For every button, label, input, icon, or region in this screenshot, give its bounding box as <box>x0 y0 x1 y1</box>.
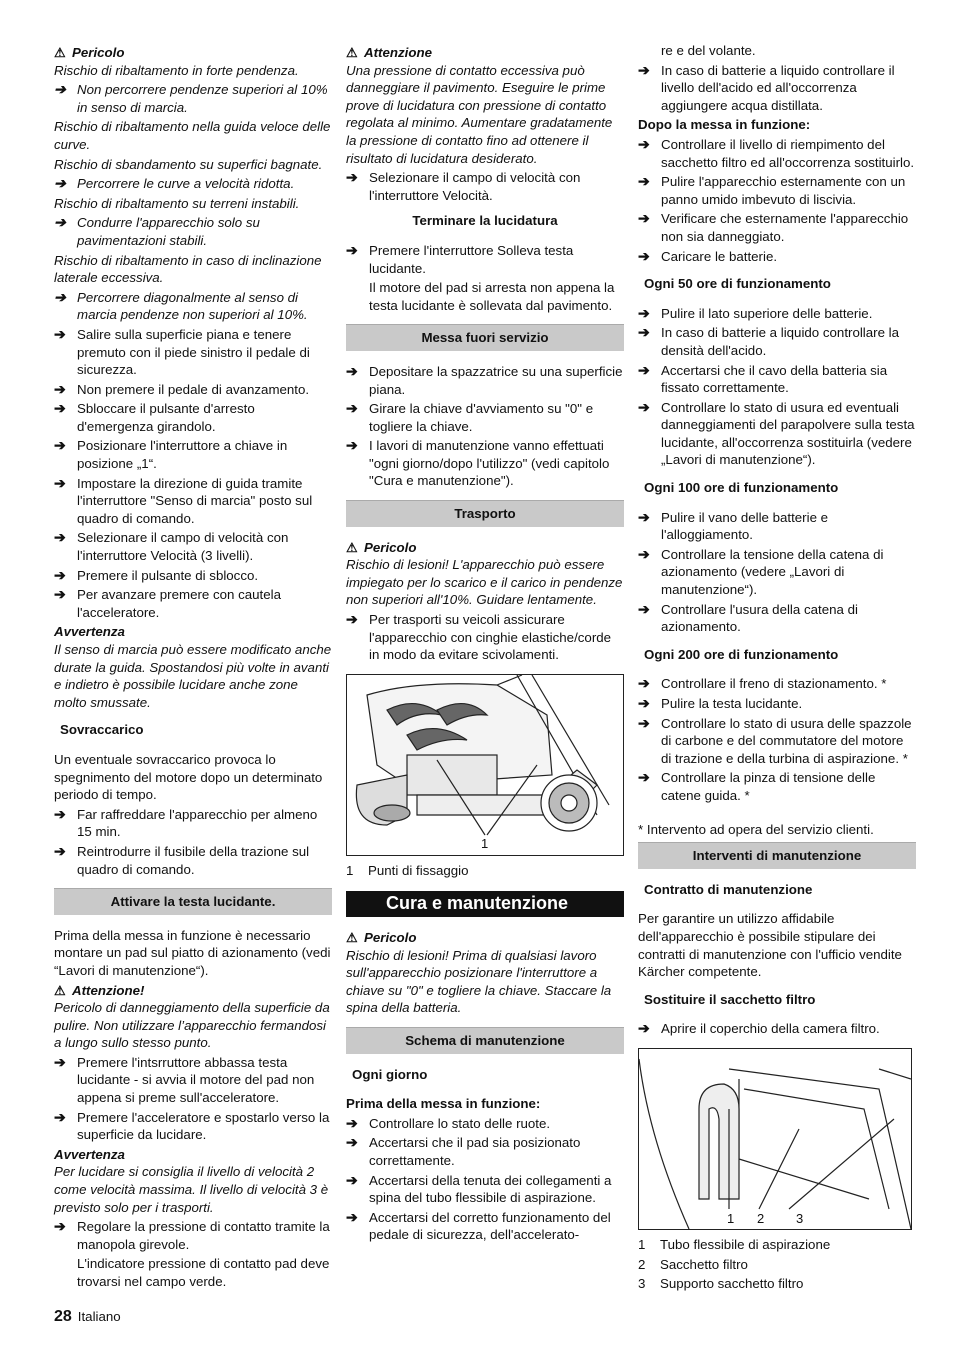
warning-title: Attenzione <box>364 45 432 60</box>
list-item: ➔ Controllare il freno di stazionamento. * <box>638 675 887 692</box>
list-item: ➔ Premere l'interruttore Solleva testa lucidante. <box>346 241 574 276</box>
list-item: ➔ Pulire l'apparecchio esternamente con un panno umido imbevuto di liscivia. <box>638 173 906 207</box>
section-bar: Attivare la testa lucidante. <box>54 888 332 915</box>
arrow-icon: ➔ <box>54 81 66 98</box>
arrow-icon: ➔ <box>346 1171 358 1188</box>
arrow-icon: ➔ <box>54 214 66 231</box>
warning-title: Pericolo <box>364 930 417 945</box>
list-item: ➔ Accertarsi che il pad sia posizionato correttamente. <box>346 1134 581 1168</box>
list-item: ➔ Premere il pulsante di sblocco. <box>54 566 259 583</box>
paragraph: Un eventuale sovraccarico provoca lo spegnimento del motore dopo un determinato periodo di tempo. <box>54 751 323 803</box>
list-item: ➔ Premere l'acceleratore e spostarlo verso la superficie da lucidare. <box>54 1108 330 1143</box>
column-1 <box>54 42 332 1293</box>
language-label: Italiano <box>77 1309 121 1324</box>
arrow-icon: ➔ <box>54 842 66 859</box>
list-item: ➔ Depositare la spazzatrice su una superficie piana. <box>346 362 623 397</box>
arrow-icon: ➔ <box>346 241 358 258</box>
section-subtitle: Sovraccarico <box>60 722 144 738</box>
section-subtitle: Contratto di manutenzione <box>644 881 813 897</box>
caption-number: 3 <box>638 1276 646 1292</box>
section-subtitle: Terminare la lucidatura <box>412 213 558 229</box>
list-item: ➔ Pulire la testa lucidante. <box>638 695 803 711</box>
warning-icon: ⚠ <box>54 982 66 998</box>
arrow-icon: ➔ <box>638 324 650 341</box>
indented-text: Il motore del pad si arresta non appena la testa lucidante è sollevata dal pavimento. <box>369 280 615 313</box>
list-item: ➔ Non premere il pedale di avanzamento. <box>54 380 310 397</box>
list-item: ➔ Pulire il vano delle batterie e l'alloggiamento. <box>638 508 829 543</box>
indented-text: re e del volante. <box>661 43 756 58</box>
figure-label: 1 <box>481 835 489 851</box>
note-text: Per lucidare si consiglia il livello di velocità 2 come velocità massima. Il livello di velocità 3 è previsto solo per i trasporti. <box>54 1164 329 1215</box>
chapter-title: Cura e manutenzione <box>346 891 624 917</box>
list-item: ➔ Pulire il lato superiore delle batterie. <box>638 304 873 321</box>
warning-text: Rischio di ribaltamento nella guida veloce delle curve. <box>54 119 331 152</box>
section-subtitle: Ogni 50 ore di funzionamento <box>644 276 831 292</box>
warning-text: Rischio di lesioni! L'apparecchio può essere impiegato per lo scarico e il carico in pendenze non superiori all'10%. Guidare lentamente. <box>346 557 623 608</box>
arrow-icon: ➔ <box>54 1108 66 1125</box>
list-item: ➔ Verificare che esternamente l'apparecchio non sia danneggiato. <box>638 210 909 244</box>
warning-text: Rischio di sbandamento su superfici bagnate. <box>54 156 323 172</box>
column-2 <box>346 42 624 1246</box>
list-item: ➔ Sbloccare il pulsante d'arresto d'emergenza girandolo. <box>54 400 255 434</box>
arrow-icon: ➔ <box>638 714 650 731</box>
arrow-icon: ➔ <box>638 695 650 711</box>
section-bar: Messa fuori servizio <box>346 324 624 351</box>
list-item: ➔ Premere l'intsrruttore abbassa testa lucidante - si avvia il motore del pad non appena si preme sull'acceleratore. <box>54 1053 315 1106</box>
arrow-icon: ➔ <box>638 600 650 617</box>
caption-number: 1 <box>346 862 354 878</box>
list-item: ➔ Controllare il livello di riempimento del sacchetto filtro ed all'occorrenza sostituirlo. <box>638 135 915 170</box>
section-subtitle: Prima della messa in funzione: <box>346 1096 541 1112</box>
warning-heading <box>346 44 624 62</box>
arrow-icon: ➔ <box>638 247 650 264</box>
list-item: ➔ Per trasporti su veicoli assicurare l'apparecchio con cinghie elastiche/corde in modo da evitare scivolamenti. <box>346 611 612 663</box>
warning-heading <box>54 44 332 62</box>
arrow-icon: ➔ <box>346 169 358 186</box>
figure-caption <box>638 1275 916 1293</box>
arrow-icon: ➔ <box>54 380 66 397</box>
arrow-icon: ➔ <box>54 1053 66 1070</box>
warning-text: Rischio di ribaltamento in caso di inclinazione laterale eccessiva. <box>54 252 322 286</box>
section-subtitle: Dopo la messa in funzione: <box>638 117 811 133</box>
arrow-icon: ➔ <box>54 325 66 342</box>
paragraph: Prima della messa in funzione è necessario montare un pad sul piatto di azionamento (vedi “Lavori di manutenzione“). <box>54 927 331 978</box>
list-item: ➔ Controllare lo stato di usura delle spazzole di carbone e del commutatore del motore di trazione e della turbina di aspirazione. * <box>638 714 912 766</box>
note-title: Avvertenza <box>54 624 125 640</box>
list-item: ➔ Controllare la tensione della catena di azionamento (vedere „Lavori di manutenzione“). <box>638 545 884 598</box>
page-number: 28 <box>54 1308 72 1325</box>
warning-icon: ⚠ <box>346 45 358 60</box>
list-item: ➔ Reintrodurre il fusibile della trazione sul quadro di comando. <box>54 842 310 877</box>
figure-filter <box>638 1048 912 1230</box>
arrow-icon: ➔ <box>638 508 650 525</box>
arrow-icon: ➔ <box>54 805 66 822</box>
warning-icon: ⚠ <box>346 930 358 945</box>
warning-icon: ⚠ <box>54 45 66 60</box>
warning-title: Attenzione! <box>72 982 145 998</box>
section-subtitle: Ogni giorno <box>352 1066 428 1082</box>
arrow-icon: ➔ <box>638 210 650 227</box>
list-item: ➔ Accertarsi della tenuta dei collegamenti a spina del tubo flessibile di aspirazione. <box>346 1171 612 1206</box>
caption-text: Supporto sacchetto filtro <box>660 1276 804 1292</box>
arrow-icon: ➔ <box>638 361 650 378</box>
warning-title: Pericolo <box>364 539 417 555</box>
figure-caption <box>346 862 624 880</box>
list-item: ➔ Accertarsi del corretto funzionamento del pedale di sicurezza, dell'accelerato- <box>346 1208 611 1243</box>
figure-transport <box>346 674 624 856</box>
warning-text: Una pressione di contatto eccessiva può danneggiare il pavimento. Eseguire le prime prove di lucidatura con pressione di contatto regolata al minimo. Aumentare gradatamente la pressione di contatto fino ad ottenere il risultato di lucidatura desiderato. <box>346 62 613 166</box>
list-item: ➔ Controllare l'usura della catena di azionamento. <box>638 600 858 635</box>
arrow-icon: ➔ <box>346 400 358 417</box>
section-subtitle: Ogni 200 ore di funzionamento <box>644 646 839 662</box>
list-item: ➔ Far raffreddare l'apparecchio per almeno 15 min. <box>54 805 318 840</box>
arrow-icon: ➔ <box>54 288 66 305</box>
arrow-icon: ➔ <box>638 61 650 78</box>
warning-text: Rischio di ribaltamento in forte pendenza. <box>54 62 299 78</box>
section-bar: Interventi di manutenzione <box>638 842 916 869</box>
caption-text: Tubo flessibile di aspirazione <box>660 1236 831 1252</box>
section-subtitle: Sostituire il sacchetto filtro <box>644 991 816 1007</box>
arrow-icon: ➔ <box>54 400 66 417</box>
arrow-icon: ➔ <box>638 1020 650 1037</box>
arrow-icon: ➔ <box>54 1218 66 1235</box>
warning-text: Rischio di lesioni! Prima di qualsiasi lavoro sull'apparecchio posizionare l'interruttore a chiave su "0" e togliere la chiave. Staccare la spina della batteria. <box>346 947 612 1016</box>
section-bar: Schema di manutenzione <box>346 1027 624 1054</box>
caption-number: 2 <box>638 1256 646 1272</box>
arrow-icon: ➔ <box>54 474 66 491</box>
list-item: ➔ Impostare la direzione di guida tramite l'interruttore "Senso di marcia" posto sul quadro di comando. <box>54 474 313 526</box>
arrow-icon: ➔ <box>54 586 66 603</box>
arrow-icon: ➔ <box>638 769 650 786</box>
arrow-icon: ➔ <box>346 611 358 628</box>
paragraph: Per garantire un utilizzo affidabile dell'apparecchio è possibile stipulare dei contratti di manutenzione con l'ufficio vendite Kärcher competente. <box>638 911 902 980</box>
arrow-icon: ➔ <box>346 1114 358 1131</box>
list-item: ➔ Controllare la pinza di tensione delle catene guida. * <box>638 769 876 803</box>
list-item: ➔ Percorrere diagonalmente al senso di marcia pendenze non superiori al 10%. <box>54 288 308 323</box>
list-item: ➔ Girare la chiave d'avviamento su "0" e togliere la chiave. <box>346 400 594 434</box>
warning-text: Pericolo di danneggiamento della superficie da pulire. Non utilizzare l’apparecchio fermandosi a lungo sullo stesso punto. <box>54 1000 330 1051</box>
figure-label: 3 <box>796 1210 804 1226</box>
list-item: ➔ Controllare lo stato di usura ed eventuali danneggiamenti del parapolvere sulla testa lucidante, all'occorrenza sostituirla (vedere „Lavori di manutenzione“). <box>638 398 915 468</box>
list-item: ➔ Aprire il coperchio della camera filtro. <box>638 1020 880 1037</box>
warning-heading <box>54 982 332 1000</box>
warning-text: Rischio di ribaltamento su terreni instabili. <box>54 195 300 211</box>
list-item: ➔ Non percorrere pendenze superiori al 10% in senso di marcia. <box>54 81 328 115</box>
caption-number: 1 <box>638 1236 646 1252</box>
warning-heading <box>346 929 624 947</box>
list-item: ➔ I lavori di manutenzione vanno effettuati "ogni giorno/dopo l'utilizzo" (vedi capitolo "Cura e manutenzione"). <box>346 437 610 489</box>
arrow-icon: ➔ <box>638 304 650 321</box>
arrow-icon: ➔ <box>638 675 650 692</box>
section-subtitle: Ogni 100 ore di funzionamento <box>644 480 839 496</box>
list-item: ➔ Caricare le batterie. <box>638 247 778 264</box>
list-item: ➔ Controllare lo stato delle ruote. <box>346 1114 551 1131</box>
arrow-icon: ➔ <box>54 529 66 546</box>
footnote: * Intervento ad opera del servizio clienti. <box>638 821 874 837</box>
arrow-icon: ➔ <box>54 175 66 192</box>
note-title: Avvertenza <box>54 1146 125 1162</box>
list-item: ➔ Selezionare il campo di velocità con l'interruttore Velocità. <box>346 169 581 203</box>
arrow-icon: ➔ <box>346 362 358 379</box>
list-item: ➔ Accertarsi che il cavo della batteria sia fissato correttamente. <box>638 361 888 396</box>
column-3 <box>638 42 916 1295</box>
arrow-icon: ➔ <box>346 1134 358 1151</box>
list-item: ➔ Salire sulla superficie piana e tenere premuto con il piede sinistro il pedale di sicurezza. <box>54 325 310 378</box>
list-item: ➔ In caso di batterie a liquido controllare il livello dell'acido ed all'occorrenza aggiungere acqua distillata. <box>638 61 895 113</box>
arrow-icon: ➔ <box>54 566 66 583</box>
arrow-icon: ➔ <box>346 437 358 454</box>
arrow-icon: ➔ <box>638 545 650 562</box>
figure-caption <box>638 1256 916 1274</box>
caption-text: Sacchetto filtro <box>660 1256 748 1272</box>
list-item: ➔ Condurre l'apparecchio solo su pavimentazioni stabili. <box>54 214 260 248</box>
arrow-icon: ➔ <box>638 173 650 190</box>
figure-caption <box>638 1236 916 1254</box>
list-item: ➔ In caso di batterie a liquido controllare la densità dell'acido. <box>638 324 900 358</box>
list-item: ➔ Selezionare il campo di velocità con l'interruttore Velocità (3 livelli). <box>54 529 289 564</box>
arrow-icon: ➔ <box>54 437 66 454</box>
note-text: Il senso di marcia può essere modificato anche durate la guida. Spostandosi più volte in avanti e indietro è possibile lucidare anche zone molto smussate. <box>54 642 332 710</box>
list-item: ➔ Posizionare l'interruttore a chiave in posizione „1“. <box>54 437 288 472</box>
warning-heading <box>346 539 624 557</box>
page-footer <box>54 1308 121 1326</box>
figure-label: 2 <box>757 1210 765 1226</box>
list-item: ➔ Regolare la pressione di contatto tramite la manopola girevole. <box>54 1218 330 1252</box>
caption-text: Punti di fissaggio <box>368 862 469 878</box>
machine-illustration <box>347 675 621 855</box>
warning-icon: ⚠ <box>346 539 358 555</box>
figure-label: 1 <box>727 1210 735 1226</box>
arrow-icon: ➔ <box>638 135 650 152</box>
section-bar: Trasporto <box>346 500 624 527</box>
arrow-icon: ➔ <box>638 398 650 415</box>
filter-illustration <box>639 1049 911 1229</box>
list-item: ➔ Per avanzare premere con cautela l'acceleratore. <box>54 586 281 620</box>
indented-text: L'indicatore pressione di contatto pad deve trovarsi nel campo verde. <box>77 1256 330 1289</box>
arrow-icon: ➔ <box>346 1208 358 1225</box>
warning-title: Pericolo <box>72 45 125 60</box>
list-item: ➔ Percorrere le curve a velocità ridotta. <box>54 175 295 192</box>
